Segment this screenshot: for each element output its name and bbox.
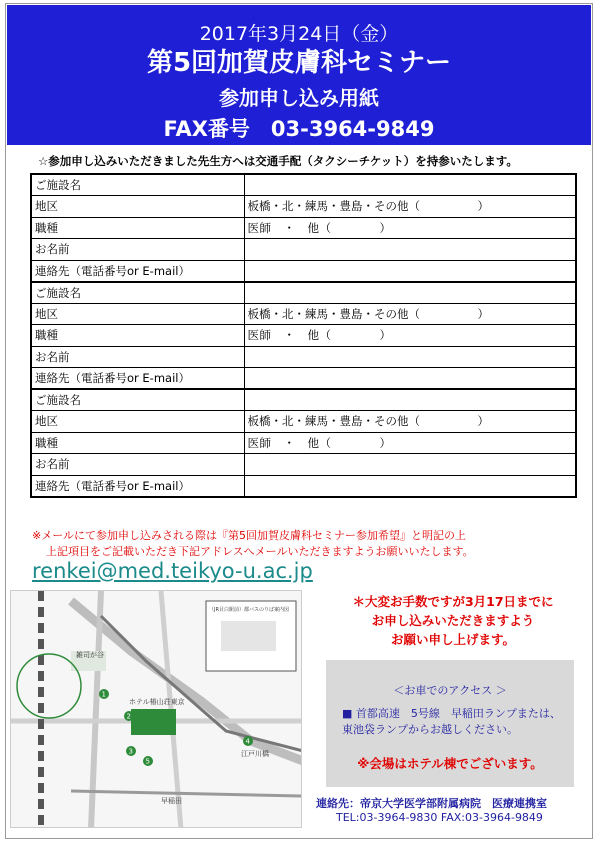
- form-label-facility: ご施設名: [31, 174, 244, 196]
- form-subtitle: 参加申し込み用紙: [219, 86, 379, 110]
- form-input-job[interactable]: 医師 ・ 他（ ）: [244, 325, 576, 347]
- form-row-facility: [31, 282, 576, 304]
- bus-stop-legend: （JR目白駅前）都バスのりば案内図: [209, 607, 289, 613]
- form-label-contact: 連絡先（電話番号or E-mail）: [31, 260, 244, 282]
- form-row-facility: [31, 389, 576, 411]
- form-input-contact[interactable]: [244, 475, 576, 497]
- map-marker-label: 2: [126, 712, 131, 721]
- form-row-district: [31, 411, 576, 433]
- form-input-facility[interactable]: [244, 174, 576, 196]
- form-input-name[interactable]: [244, 454, 576, 476]
- form-label-job: 職種: [31, 217, 244, 239]
- map-marker-label: 1: [101, 690, 106, 699]
- form-label-contact: 連絡先（電話番号or E-mail）: [31, 368, 244, 390]
- form-input-name[interactable]: [244, 239, 576, 261]
- station-edogawabashi-label: 江戸川橋: [241, 750, 269, 758]
- form-input-job[interactable]: 医師 ・ 他（ ）: [244, 432, 576, 454]
- map-marker-label: 5: [145, 757, 150, 766]
- form-input-district[interactable]: 板橋・北・練馬・豊島・その他（ ）: [244, 411, 576, 433]
- car-access-box: [326, 660, 574, 787]
- form-label-district: 地区: [31, 196, 244, 218]
- header-banner: [7, 5, 591, 145]
- registration-table: [30, 173, 577, 498]
- form-row-name: [31, 346, 576, 368]
- form-row-job: [31, 432, 576, 454]
- station-waseda-label: 早稲田: [161, 797, 182, 805]
- form-row-job: [31, 217, 576, 239]
- form-label-name: お名前: [31, 346, 244, 368]
- form-input-district[interactable]: 板橋・北・練馬・豊島・その他（ ）: [244, 196, 576, 218]
- event-title: 第5回加賀皮膚科セミナー: [146, 48, 452, 78]
- form-label-name: お名前: [31, 239, 244, 261]
- form-input-name[interactable]: [244, 346, 576, 368]
- form-row-name: [31, 239, 576, 261]
- contact-email-link[interactable]: renkei@med.teikyo-u.ac.jp: [32, 559, 313, 583]
- form-row-facility: [31, 174, 576, 196]
- car-access-title: ＜お車でのアクセス ＞: [393, 684, 507, 697]
- form-row-job: [31, 325, 576, 347]
- form-input-contact[interactable]: [244, 368, 576, 390]
- form-label-facility: ご施設名: [31, 282, 244, 304]
- form-label-facility: ご施設名: [31, 389, 244, 411]
- access-map: [10, 590, 302, 828]
- contact-organization: 連絡先：帝京大学医学部附属病院 医療連携室: [316, 797, 547, 810]
- form-row-district: [31, 303, 576, 325]
- form-row-contact: [31, 368, 576, 390]
- form-input-job[interactable]: 医師 ・ 他（ ）: [244, 217, 576, 239]
- form-input-contact[interactable]: [244, 260, 576, 282]
- form-input-facility[interactable]: [244, 389, 576, 411]
- form-label-job: 職種: [31, 325, 244, 347]
- map-marker-label: 3: [128, 747, 133, 756]
- form-label-district: 地区: [31, 411, 244, 433]
- form-label-contact: 連絡先（電話番号or E-mail）: [31, 475, 244, 497]
- map-marker-label: 4: [245, 737, 250, 746]
- event-date: 2017年3月24日（金）: [199, 23, 399, 45]
- email-instruction-line1: ※メールにて参加申し込みされる際は『第5回加賀皮膚科セミナー参加希望』と明記の上: [32, 529, 466, 542]
- station-zoshigaya-label: 雑司が谷: [76, 651, 104, 659]
- form-row-contact: [31, 475, 576, 497]
- venue-note: ※会場はホテル棟でございます。: [357, 756, 543, 771]
- contact-phone-fax: TEL:03-3964-9830 FAX:03-3964-9849: [336, 811, 543, 824]
- form-label-district: 地区: [31, 303, 244, 325]
- form-row-contact: [31, 260, 576, 282]
- deadline-line2: お申し込みいただきますよう: [371, 613, 535, 628]
- fax-number: FAX番号 03-3964-9849: [163, 117, 435, 141]
- access-map-graphic: [11, 591, 302, 828]
- car-access-body: ■ 首都高速 5号線 早稲田ランプまたは、東池袋ランプからお越しください。: [342, 707, 561, 736]
- form-row-name: [31, 454, 576, 476]
- deadline-line1: ＊大変お手数ですが3月17日までに: [352, 594, 554, 609]
- form-input-facility[interactable]: [244, 282, 576, 304]
- transport-notice: ☆参加申し込みいただきました先生方へは交通手配（タクシーチケット）を持参いたします。: [38, 154, 518, 168]
- form-input-district[interactable]: 板橋・北・練馬・豊島・その他（ ）: [244, 303, 576, 325]
- deadline-notice: [318, 592, 588, 649]
- form-row-district: [31, 196, 576, 218]
- deadline-line3: お願い申し上げます。: [390, 632, 515, 647]
- form-label-job: 職種: [31, 432, 244, 454]
- hotel-label: ホテル椿山荘東京: [129, 698, 185, 706]
- form-label-name: お名前: [31, 454, 244, 476]
- email-instruction-line2: 上記項目をご記載いただき下記アドレスへメールいただきますようお願いいたします。: [46, 545, 474, 558]
